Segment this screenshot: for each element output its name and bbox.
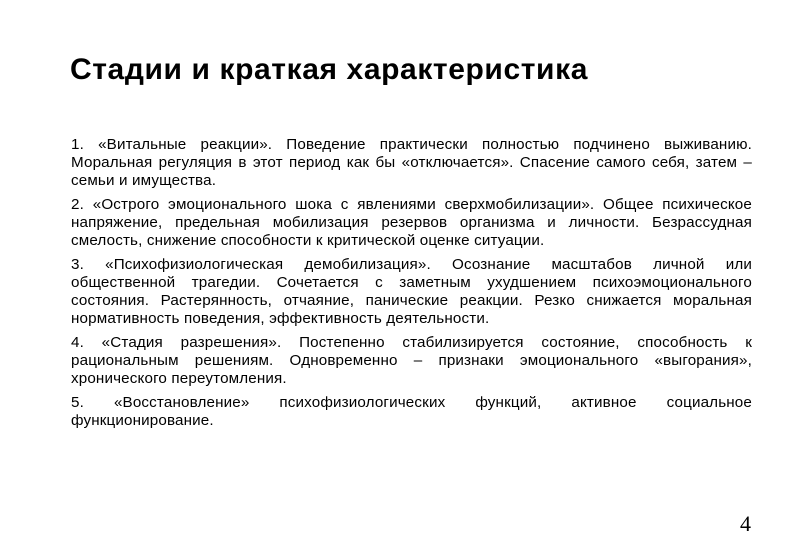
stages-list <box>71 136 752 436</box>
page-number: 4 <box>740 511 751 536</box>
stage-item-5: 5. «Восстановление» психофизиологических функций, активное социальное функционирование. <box>71 394 752 429</box>
stage-item-3: 3. «Психофизиологическая демобилизация». Осознание масштабов личной или общественной трагедии. Сочетается с заметным ухудшением психоэмоционального состояния. Растерянность, отчаяние, панические реакции. Резко снижается моральная нормативность поведения, эффективность деятельности. <box>71 256 752 327</box>
slide-title: Стадии и краткая характеристика <box>70 53 588 86</box>
stage-item-1: 1. «Витальные реакции». Поведение практически полностью подчинено выживанию. Моральная регуляция в этот период как бы «отключается». Спасение самого себя, затем – семьи и имущества. <box>71 136 752 189</box>
stage-item-4: 4. «Стадия разрешения». Постепенно стабилизируется состояние, способность к рациональным решениям. Одновременно – признаки эмоционального «выгорания», хронического переутомления. <box>71 334 752 387</box>
stage-item-2: 2. «Острого эмоционального шока с явлениями сверхмобилизации». Общее психическое напряжение, предельная мобилизация резервов организма и личности. Безрассудная смелость, снижение способности к критической оценке ситуации. <box>71 196 752 249</box>
